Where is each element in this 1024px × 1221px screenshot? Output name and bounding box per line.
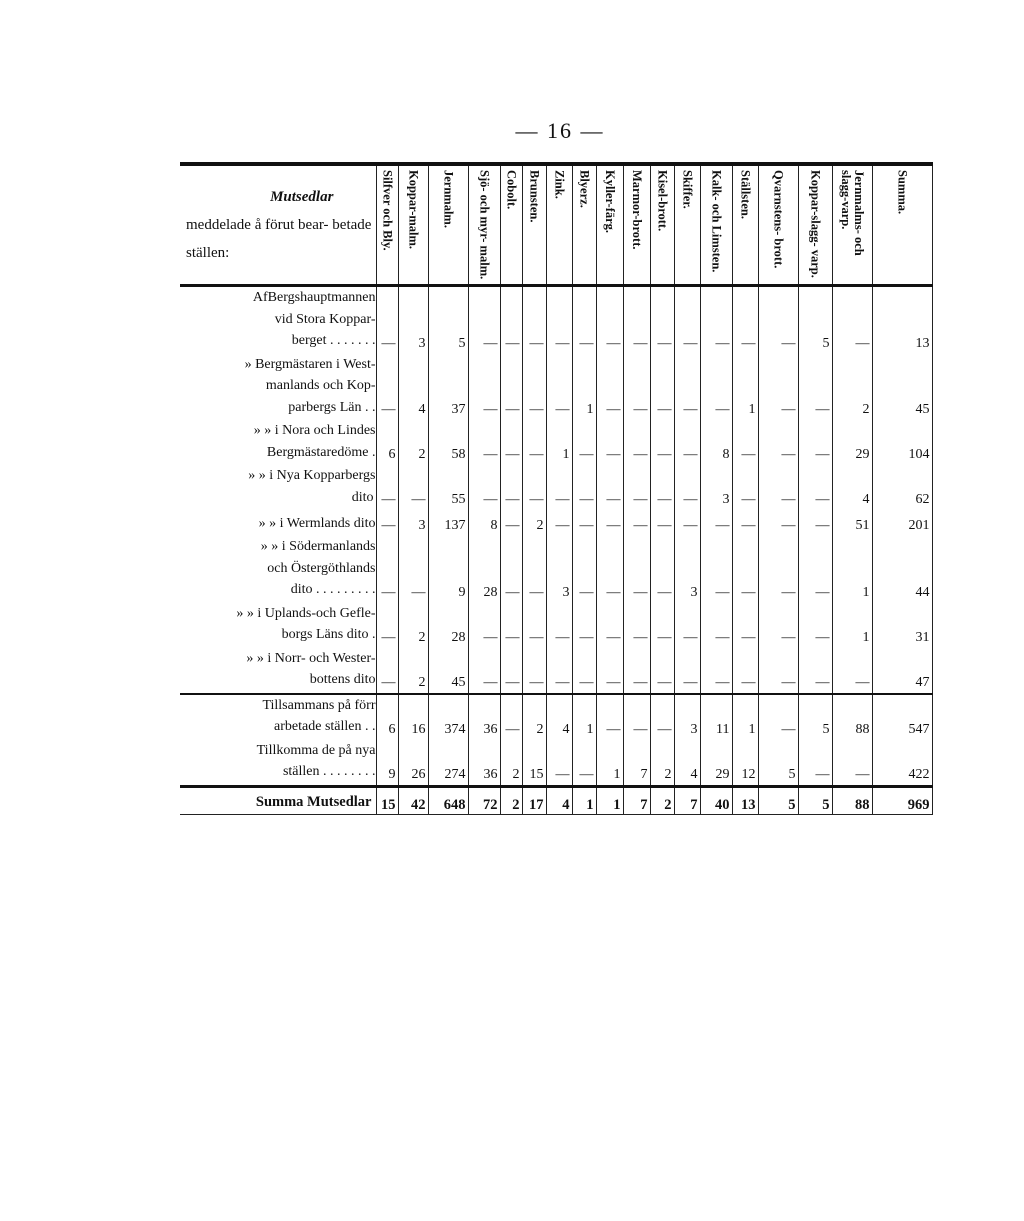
table-cell: — [623, 648, 650, 694]
table-cell: 3 [546, 536, 572, 603]
row-label-line: » » i Wermlands dito [258, 515, 376, 531]
total-cell: 42 [398, 786, 428, 814]
row-label [180, 354, 376, 421]
table-cell: — [546, 465, 572, 510]
table-cell: — [572, 286, 596, 354]
table-row [180, 465, 932, 510]
row-label [180, 536, 376, 603]
table-cell: — [732, 465, 758, 510]
table-cell: 7 [623, 740, 650, 787]
table-cell: 2 [500, 740, 522, 787]
row-label [180, 648, 376, 694]
table-cell: 2 [522, 694, 546, 740]
table-cell: 55 [428, 465, 468, 510]
table-cell: — [650, 648, 674, 694]
table-cell: — [732, 286, 758, 354]
row-header [180, 164, 376, 286]
table-cell: — [572, 420, 596, 465]
row-label [180, 420, 376, 465]
table-cell: — [674, 286, 700, 354]
row-label [180, 603, 376, 648]
table-cell: — [700, 510, 732, 536]
table-cell: — [798, 603, 832, 648]
row-label [180, 286, 376, 354]
table-cell: — [376, 536, 398, 603]
table-cell: — [700, 648, 732, 694]
table-cell: — [732, 420, 758, 465]
row-label [180, 694, 376, 740]
table-row [180, 354, 932, 421]
table-cell: — [546, 740, 572, 787]
table-cell: — [522, 465, 546, 510]
table-cell: — [798, 648, 832, 694]
table-cell: — [798, 465, 832, 510]
table-cell: 26 [398, 740, 428, 787]
row-label-line: borgs Läns dito . [281, 627, 376, 642]
table-cell: 58 [428, 420, 468, 465]
row-label-line: » » i Uplands-och Gefle- [236, 605, 376, 621]
column-header: Skiffer. [674, 164, 700, 286]
table-cell: — [596, 510, 623, 536]
table-cell: 1 [572, 354, 596, 421]
table-cell: 9 [428, 536, 468, 603]
table-cell: 31 [872, 603, 932, 648]
table-cell: — [596, 694, 623, 740]
row-label-line: dito [351, 489, 374, 505]
table-cell: 8 [468, 510, 500, 536]
table-cell: — [758, 510, 798, 536]
table-cell: — [832, 648, 872, 694]
table-cell: — [700, 354, 732, 421]
table-cell: — [798, 420, 832, 465]
row-label-line: Tillsammans på förr [262, 697, 376, 713]
table-cell: 2 [832, 354, 872, 421]
table-cell: 3 [700, 465, 732, 510]
table-cell: — [623, 286, 650, 354]
total-cell: 7 [623, 786, 650, 814]
table-cell: 29 [832, 420, 872, 465]
table-cell: 5 [798, 286, 832, 354]
ledger-table-container [180, 162, 932, 815]
table-row [180, 648, 932, 694]
table-cell: 274 [428, 740, 468, 787]
total-row [180, 786, 932, 814]
ledger-body [180, 286, 932, 815]
column-header: Jernmalms- och slagg-varp. [832, 164, 872, 286]
table-cell: 6 [376, 420, 398, 465]
table-cell: 1 [732, 354, 758, 421]
table-cell: 62 [872, 465, 932, 510]
table-cell: — [596, 354, 623, 421]
table-cell: — [376, 286, 398, 354]
table-cell: — [572, 648, 596, 694]
total-cell: 15 [376, 786, 398, 814]
table-cell: — [650, 536, 674, 603]
table-cell: 2 [398, 420, 428, 465]
table-cell: — [546, 286, 572, 354]
table-cell: — [500, 603, 522, 648]
table-cell: 8 [700, 420, 732, 465]
table-cell: 1 [572, 694, 596, 740]
table-cell: 28 [468, 536, 500, 603]
table-cell: — [623, 465, 650, 510]
table-cell: 5 [428, 286, 468, 354]
column-header: Blyerz. [572, 164, 596, 286]
table-cell: 11 [700, 694, 732, 740]
table-cell: — [376, 354, 398, 421]
table-cell: — [500, 510, 522, 536]
row-label-line: » Bergmästaren i West- [244, 356, 376, 372]
column-header: Ställsten. [732, 164, 758, 286]
table-cell: 4 [674, 740, 700, 787]
table-cell: 28 [428, 603, 468, 648]
table-cell: 1 [832, 603, 872, 648]
table-cell: 45 [428, 648, 468, 694]
column-header: Summa. [872, 164, 932, 286]
table-cell: — [832, 286, 872, 354]
table-row [180, 694, 932, 740]
table-cell: 2 [398, 603, 428, 648]
column-header: Koppar-malm. [398, 164, 428, 286]
total-cell: 13 [732, 786, 758, 814]
table-cell: 201 [872, 510, 932, 536]
total-cell: 72 [468, 786, 500, 814]
row-label-line: » » i Nora och Lindes [253, 423, 376, 438]
table-row [180, 286, 932, 354]
row-label [180, 465, 376, 510]
table-cell: — [623, 536, 650, 603]
table-cell: 15 [522, 740, 546, 787]
table-cell: — [546, 603, 572, 648]
row-label-line: Bergmästaredöme . [266, 444, 376, 460]
table-cell: 13 [872, 286, 932, 354]
table-cell: — [522, 354, 546, 421]
table-cell: — [500, 354, 522, 421]
table-cell: 29 [700, 740, 732, 787]
total-label: Summa Mutsedlar [180, 786, 376, 814]
table-row [180, 536, 932, 603]
total-cell: 5 [798, 786, 832, 814]
table-cell: 2 [650, 740, 674, 787]
table-cell: — [732, 536, 758, 603]
table-cell: — [700, 603, 732, 648]
table-cell: — [572, 510, 596, 536]
table-cell: 5 [798, 694, 832, 740]
table-cell: 51 [832, 510, 872, 536]
table-cell: 44 [872, 536, 932, 603]
total-cell: 1 [596, 786, 623, 814]
table-cell: 1 [546, 420, 572, 465]
table-cell: 37 [428, 354, 468, 421]
row-label [180, 740, 376, 787]
table-cell: — [758, 694, 798, 740]
row-header-subtitle: meddelade å förut bear- betade ställen: [186, 217, 372, 261]
page-number: — 16 — [515, 118, 605, 143]
table-cell: — [798, 510, 832, 536]
table-cell: — [623, 510, 650, 536]
table-cell: 422 [872, 740, 932, 787]
table-cell: — [572, 740, 596, 787]
table-cell: — [500, 536, 522, 603]
table-cell: 1 [732, 694, 758, 740]
table-cell: — [798, 740, 832, 787]
row-label-line: berget . . . . . . . [291, 333, 376, 348]
column-header: Kyller-färg. [596, 164, 623, 286]
row-label-line: dito . . . . . . . . . [290, 582, 376, 597]
table-cell: 374 [428, 694, 468, 740]
table-cell: — [376, 603, 398, 648]
row-label-line: manlands och Kop- [265, 378, 376, 393]
column-header: Zink. [546, 164, 572, 286]
table-cell: — [522, 420, 546, 465]
table-cell: — [468, 648, 500, 694]
table-cell: — [758, 603, 798, 648]
table-row [180, 603, 932, 648]
table-cell: 4 [546, 694, 572, 740]
total-cell: 5 [758, 786, 798, 814]
table-cell: — [468, 465, 500, 510]
table-cell: — [596, 603, 623, 648]
table-cell: 2 [398, 648, 428, 694]
table-cell: 88 [832, 694, 872, 740]
column-header: Kalk- och Limsten. [700, 164, 732, 286]
table-cell: — [522, 648, 546, 694]
table-cell: — [596, 420, 623, 465]
table-cell: — [798, 536, 832, 603]
table-cell: 9 [376, 740, 398, 787]
table-cell: 6 [376, 694, 398, 740]
total-cell: 648 [428, 786, 468, 814]
table-cell: — [398, 536, 428, 603]
row-label-line: och Östergöthlands [267, 560, 376, 576]
total-cell: 969 [872, 786, 932, 814]
table-cell: 45 [872, 354, 932, 421]
table-cell: — [674, 420, 700, 465]
table-cell: 137 [428, 510, 468, 536]
table-cell: 547 [872, 694, 932, 740]
table-cell: — [674, 354, 700, 421]
table-cell: — [798, 354, 832, 421]
table-cell: — [572, 603, 596, 648]
table-cell: — [732, 648, 758, 694]
column-header: Koppar-slagg- varp. [798, 164, 832, 286]
row-label-line: ställen . . . . . . . . [282, 764, 376, 779]
table-cell: 47 [872, 648, 932, 694]
column-header: Kisel-brott. [650, 164, 674, 286]
table-cell: — [700, 536, 732, 603]
table-cell: — [623, 420, 650, 465]
table-cell: — [674, 603, 700, 648]
table-cell: 3 [398, 510, 428, 536]
total-cell: 1 [572, 786, 596, 814]
row-label-line: » » i Norr- och Wester- [246, 650, 376, 666]
table-cell: — [623, 354, 650, 421]
table-cell: — [546, 648, 572, 694]
header-row [180, 164, 932, 286]
total-cell: 2 [500, 786, 522, 814]
table-cell: — [758, 465, 798, 510]
table-cell: — [758, 354, 798, 421]
table-cell: — [758, 286, 798, 354]
table-cell: 12 [732, 740, 758, 787]
total-cell: 4 [546, 786, 572, 814]
table-cell: — [732, 510, 758, 536]
row-label-line: vid Stora Koppar- [274, 311, 376, 327]
ledger-table [180, 162, 933, 815]
table-cell: — [650, 354, 674, 421]
table-row [180, 510, 932, 536]
row-label-line: Tillkomma de på nya [256, 742, 376, 758]
row-label-line: parbergs Län . . [288, 399, 376, 415]
table-cell: — [758, 420, 798, 465]
table-cell: 104 [872, 420, 932, 465]
table-cell: — [596, 286, 623, 354]
table-cell: — [650, 603, 674, 648]
table-cell: — [376, 510, 398, 536]
table-cell: — [623, 694, 650, 740]
table-cell: — [650, 465, 674, 510]
row-header-title: Mutsedlar [270, 189, 334, 205]
table-cell: 36 [468, 740, 500, 787]
table-cell: — [468, 603, 500, 648]
table-cell: 36 [468, 694, 500, 740]
table-cell: 2 [522, 510, 546, 536]
table-cell: 5 [758, 740, 798, 787]
row-label-line: arbetade ställen . . [274, 719, 376, 734]
table-cell: — [674, 648, 700, 694]
total-cell: 7 [674, 786, 700, 814]
table-cell: — [522, 603, 546, 648]
table-cell: — [758, 648, 798, 694]
table-cell: — [468, 354, 500, 421]
table-cell: — [500, 648, 522, 694]
total-cell: 40 [700, 786, 732, 814]
table-cell: — [500, 465, 522, 510]
row-label-line: AfBergshauptmannen [252, 290, 376, 305]
table-cell: — [398, 465, 428, 510]
row-label-line: » » i Nya Kopparbergs [248, 468, 376, 483]
table-cell: — [468, 420, 500, 465]
table-cell: — [546, 354, 572, 421]
row-label-line: bottens dito [309, 672, 376, 687]
row-label [180, 510, 376, 536]
table-cell: 16 [398, 694, 428, 740]
table-cell: 1 [832, 536, 872, 603]
table-cell: — [596, 648, 623, 694]
table-cell: — [468, 286, 500, 354]
table-cell: — [500, 694, 522, 740]
table-cell: — [623, 603, 650, 648]
table-cell: — [500, 286, 522, 354]
table-cell: — [674, 510, 700, 536]
table-cell: — [650, 694, 674, 740]
table-cell: 3 [674, 694, 700, 740]
table-cell: — [700, 286, 732, 354]
table-cell: — [596, 536, 623, 603]
table-cell: — [500, 420, 522, 465]
table-cell: 3 [674, 536, 700, 603]
table-cell: — [376, 648, 398, 694]
column-header: Sjö- och myr- malm. [468, 164, 500, 286]
table-cell: — [522, 536, 546, 603]
column-header: Cobolt. [500, 164, 522, 286]
table-cell: — [546, 510, 572, 536]
table-cell: 4 [398, 354, 428, 421]
table-cell: — [650, 510, 674, 536]
table-cell: — [674, 465, 700, 510]
column-header: Silfver och Bly. [376, 164, 398, 286]
table-cell: 1 [596, 740, 623, 787]
table-cell: — [650, 420, 674, 465]
column-header: Jernmalm. [428, 164, 468, 286]
column-header: Marmor-brott. [623, 164, 650, 286]
total-cell: 88 [832, 786, 872, 814]
column-header: Brunsten. [522, 164, 546, 286]
table-cell: — [596, 465, 623, 510]
table-cell: — [732, 603, 758, 648]
table-cell: 3 [398, 286, 428, 354]
table-cell: — [522, 286, 546, 354]
table-cell: — [376, 465, 398, 510]
table-row [180, 740, 932, 787]
column-header: Qvarnstens- brott. [758, 164, 798, 286]
table-row [180, 420, 932, 465]
table-cell: — [832, 740, 872, 787]
row-label-line: » » i Södermanlands [260, 539, 376, 554]
total-cell: 2 [650, 786, 674, 814]
table-cell: — [758, 536, 798, 603]
table-cell: — [572, 465, 596, 510]
total-cell: 17 [522, 786, 546, 814]
table-cell: — [650, 286, 674, 354]
table-cell: — [572, 536, 596, 603]
table-cell: 4 [832, 465, 872, 510]
